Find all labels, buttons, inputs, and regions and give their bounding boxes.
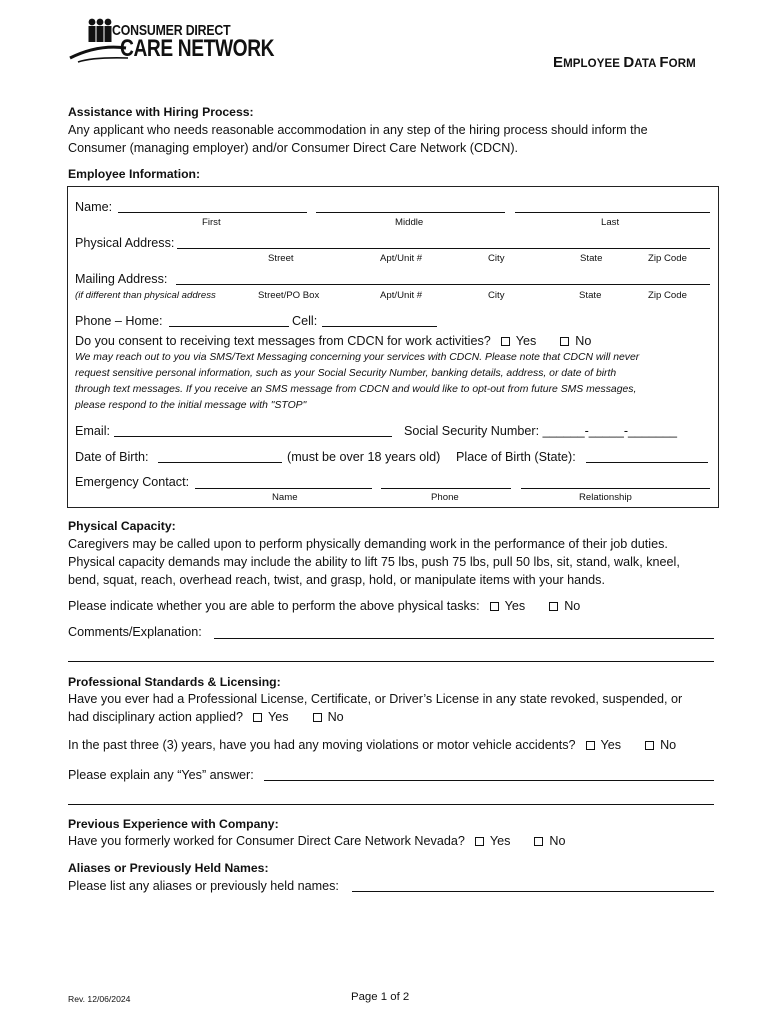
last-name-field[interactable] (515, 212, 710, 213)
name-label: Name: (75, 200, 113, 214)
mailing-zip-sublabel: Zip Code (648, 290, 687, 301)
email-label: Email: (75, 424, 110, 438)
cell-label: Cell: (292, 314, 318, 328)
phone-home-field[interactable] (169, 326, 289, 327)
previous-experience-heading: Previous Experience with Company: (68, 817, 279, 831)
mailing-apt-sublabel: Apt/Unit # (380, 290, 423, 301)
cell-field[interactable] (322, 326, 437, 327)
emergency-name-field[interactable] (195, 488, 372, 489)
physical-capacity-heading: Physical Capacity: (68, 519, 176, 533)
physical-task-no-checkbox[interactable] (549, 602, 558, 611)
last-sublabel: Last (601, 217, 620, 228)
sms-note-line1: We may reach out to you via SMS/Text Messaging concerning your services with CDCN. Please note that CDCN will never (75, 352, 640, 363)
explain-label: Please explain any “Yes” answer: (68, 768, 254, 782)
aliases-heading: Aliases or Previously Held Names: (68, 861, 269, 875)
mailing-address-label: Mailing Address: (75, 272, 168, 286)
dob-label: Date of Birth: (75, 450, 149, 464)
license-question-line2: had disciplinary action applied? (68, 710, 244, 724)
comments-field-line2[interactable] (68, 661, 714, 662)
license-no-checkbox[interactable] (313, 713, 322, 722)
professional-heading: Professional Standards & Licensing: (68, 675, 281, 689)
middle-sublabel: Middle (395, 217, 424, 228)
place-of-birth-label: Place of Birth (State): (456, 450, 576, 464)
previous-yes-checkbox[interactable] (475, 837, 484, 846)
yes-label: Yes (515, 334, 537, 348)
comments-label: Comments/Explanation: (68, 625, 202, 639)
aliases-question: Please list any aliases or previously held names: (68, 879, 339, 893)
city-sublabel: City (488, 253, 505, 264)
apt-sublabel: Apt/Unit # (380, 253, 423, 264)
emergency-contact-label: Emergency Contact: (75, 475, 190, 489)
yes-label: Yes (600, 738, 622, 752)
violations-question: In the past three (3) years, have you had any moving violations or motor vehicle accidents? (68, 738, 576, 752)
assistance-text-line1: Any applicant who needs reasonable accommodation in any step of the hiring process should inform the (68, 123, 648, 137)
yes-label: Yes (268, 710, 289, 724)
license-question-line1: Have you ever had a Professional License, Certificate, or Driver’s License in any state revoked, suspended, or (68, 692, 683, 706)
previous-experience-question: Have you formerly worked for Consumer Direct Care Network Nevada? (68, 834, 465, 848)
comments-field[interactable] (214, 638, 714, 639)
explain-field-line2[interactable] (68, 804, 714, 805)
email-field[interactable] (114, 436, 392, 437)
sms-note-line3: through text messages. If you receive an SMS message from CDCN and would like to opt-out from future SMS messages, (75, 384, 637, 395)
dob-field[interactable] (158, 462, 282, 463)
emergency-name-sublabel: Name (272, 492, 298, 503)
physical-address-field[interactable] (177, 248, 710, 249)
physical-capacity-line3: bend, squat, reach, overhead reach, twist, and grasp, hold, or manipulate items with your hands. (68, 573, 605, 587)
yes-label: Yes (504, 599, 526, 613)
first-name-field[interactable] (118, 212, 307, 213)
license-question-row (68, 710, 344, 724)
no-label: No (660, 738, 677, 752)
page-number: Page 1 of 2 (351, 991, 410, 1003)
license-yes-checkbox[interactable] (253, 713, 262, 722)
violations-row (68, 738, 676, 752)
violations-no-checkbox[interactable] (645, 741, 654, 750)
employee-info-heading: Employee Information: (68, 167, 201, 181)
no-label: No (575, 334, 592, 348)
revision-date: Rev. 12/06/2024 (68, 994, 131, 1004)
zip-sublabel: Zip Code (648, 253, 687, 264)
ssn-label: Social Security Number: ______-_____-_______ (404, 424, 678, 438)
emergency-relationship-field[interactable] (521, 488, 710, 489)
sms-consent-question: Do you consent to receiving text messages from CDCN for work activities? (75, 334, 491, 348)
emergency-relationship-sublabel: Relationship (579, 492, 632, 503)
mailing-note: (if different than physical address (75, 290, 216, 301)
sms-consent-row (75, 334, 591, 348)
previous-no-checkbox[interactable] (534, 837, 543, 846)
emergency-phone-sublabel: Phone (431, 492, 459, 503)
street-po-sublabel: Street/PO Box (258, 290, 320, 301)
logo-text-line1: CONSUMER DIRECT (112, 22, 231, 39)
sms-consent-no-checkbox[interactable] (560, 337, 569, 346)
sms-note-line4: please respond to the initial message with "STOP" (75, 400, 307, 411)
physical-capacity-line1: Caregivers may be called upon to perform physically demanding work in the performance of their job duties. (68, 537, 668, 551)
aliases-field[interactable] (352, 891, 714, 892)
assistance-text-line2: Consumer (managing employer) and/or Consumer Direct Care Network (CDCN). (68, 141, 519, 155)
company-logo (68, 18, 275, 76)
explain-field[interactable] (264, 780, 714, 781)
physical-task-row (68, 599, 580, 613)
sms-note-line2: request sensitive personal information, such as your Social Security Number, banking details, address, or date of birth (75, 368, 617, 379)
assistance-heading: Assistance with Hiring Process: (68, 105, 254, 119)
physical-task-yes-checkbox[interactable] (490, 602, 499, 611)
sms-consent-yes-checkbox[interactable] (501, 337, 510, 346)
form-title: EMPLOYEE DATA FORM (553, 54, 696, 71)
physical-address-label: Physical Address: (75, 236, 175, 250)
no-label: No (564, 599, 581, 613)
physical-capacity-line2: Physical capacity demands may include the ability to lift 75 lbs, push 75 lbs, pull 50 lbs, sit, stand, walk, kneel, (68, 555, 680, 569)
phone-home-label: Phone – Home: (75, 314, 163, 328)
state-sublabel: State (580, 253, 603, 264)
physical-task-question: Please indicate whether you are able to perform the above physical tasks: (68, 599, 480, 613)
dob-note: (must be over 18 years old) (287, 450, 441, 464)
first-sublabel: First (202, 217, 221, 228)
emergency-phone-field[interactable] (381, 488, 511, 489)
no-label: No (549, 834, 566, 848)
logo-text-line2: CARE NETWORK (120, 35, 275, 62)
street-sublabel: Street (268, 253, 294, 264)
no-label: No (327, 710, 344, 724)
mailing-address-field[interactable] (176, 284, 710, 285)
mailing-state-sublabel: State (579, 290, 602, 301)
middle-name-field[interactable] (316, 212, 505, 213)
yes-label: Yes (489, 834, 511, 848)
previous-experience-row (68, 834, 566, 848)
mailing-city-sublabel: City (488, 290, 505, 301)
place-of-birth-field[interactable] (586, 462, 708, 463)
violations-yes-checkbox[interactable] (586, 741, 595, 750)
